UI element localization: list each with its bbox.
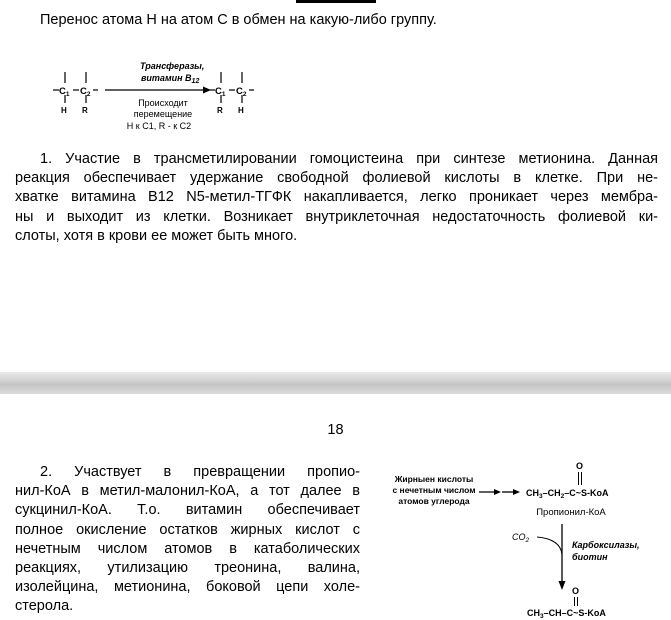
left-c2-sub: 2 — [86, 91, 91, 98]
product-sub-3: 3 — [540, 613, 544, 620]
left-c1: C — [59, 86, 66, 97]
left-sub1: H — [61, 106, 67, 115]
svg-text:CH3–CH2–C~S-KoA — [526, 488, 609, 500]
svg-text:C2 — [236, 86, 247, 98]
svg-text:CO2 — [512, 532, 530, 544]
paragraph-1-line: реакция обеспечивает удержание свободной фолиевой кислоты в клетке. При не- — [15, 170, 658, 187]
carboxylase-line2: биотин — [572, 552, 608, 562]
paragraph-2-line: нил-КоА в метил-малонил-КоА, а тот далее в — [15, 483, 360, 500]
svg-text:C1 — [59, 86, 70, 98]
right-c2-sub: 2 — [242, 91, 247, 98]
paragraph-1 — [15, 150, 658, 246]
right-structure — [209, 72, 254, 115]
cut-off-heading-fragment — [296, 0, 376, 3]
carboxylase-line1: Карбоксилазы, — [572, 540, 640, 550]
paragraph-1-line: хватке витамина В12 N5-метил-ТГФК накапливается, легко проникает через мембра- — [15, 189, 658, 206]
paragraph-2 — [15, 463, 360, 617]
co2-curve — [537, 537, 562, 554]
right-c1-sub: 1 — [221, 91, 226, 98]
carbonyl-o: O — [576, 461, 584, 471]
page-number: 18 — [327, 422, 344, 438]
co2-sub: 2 — [525, 537, 530, 544]
product-chain: –CH–C — [543, 608, 574, 618]
paragraph-2-line: нечетным числом атомов в катаболических — [15, 540, 360, 557]
right-sub1: R — [217, 106, 223, 115]
note-line1: Происходит — [138, 98, 188, 108]
paragraph-2-line: 2. Участвует в превращении пропио- — [40, 464, 360, 480]
svg-text:C1 — [215, 86, 226, 98]
paragraph-2-line: реакциях, утилизацию треонина, валина, — [15, 560, 360, 577]
svg-text:витамин В12 — [141, 73, 199, 85]
enzyme-label-line1: Трансферазы, — [140, 61, 205, 71]
product-carbonyl-o: O — [572, 586, 580, 596]
paragraph-2-line: сукцинил-КоА. Т.о. витамин обеспечивает — [15, 502, 360, 519]
propionyl-ch: CH — [526, 488, 539, 498]
paragraph-1-line: ны и выходит из клетки. Возникает внутриклеточная недостаточность фолиевой ки- — [15, 208, 658, 225]
source-line2: с нечетным числом — [392, 485, 476, 495]
product-scoa: ~S-KoA — [573, 608, 606, 618]
paragraph-1-line: слоты, хотя в крови ее может быть много. — [15, 227, 298, 244]
paragraph-2-line: изолейцина, метионина, боковой цепи холе- — [15, 579, 360, 596]
right-sub2: H — [238, 106, 244, 115]
enzyme-label-sub: 12 — [191, 78, 200, 85]
source-arrow-2-head — [513, 489, 520, 495]
left-c2: C — [80, 86, 87, 97]
source-line1: Жирныен кислоты — [394, 474, 474, 484]
source-arrow-head — [494, 489, 501, 495]
paragraph-2-line: полное окисление остатков жирных кислот с — [15, 521, 360, 538]
transferase-scheme — [45, 58, 305, 148]
svg-text:C2 — [80, 86, 91, 98]
svg-text:CH3–CH–C~S-KoA — [527, 608, 606, 620]
co2-label: CO — [512, 532, 526, 542]
left-sub2: R — [82, 106, 88, 115]
page-bottom — [0, 394, 671, 620]
propionyl-name: Пропионил-КоА — [536, 507, 606, 518]
source-line3: атомов углерода — [398, 496, 470, 506]
paragraph-1-line: 1. Участие в трансметилировании гомоцистеина при синтезе метионина. Данная — [40, 151, 658, 167]
propionyl-sub-2: 2 — [560, 493, 565, 500]
propionyl-scoa: ~S-KoA — [575, 488, 609, 498]
enzyme-label-line2: витамин В — [141, 73, 192, 83]
note-line2: перемещение — [133, 109, 193, 119]
paragraph-2-line: стерола. — [15, 598, 74, 615]
note-line3: Н к С1, R - к С2 — [126, 121, 192, 131]
product-ch: CH — [527, 608, 540, 618]
propionyl-c: –C — [564, 488, 576, 498]
propionyl-ch2: –CH — [542, 488, 561, 498]
left-c1-sub: 1 — [65, 91, 70, 98]
left-structure — [53, 72, 98, 115]
intro-text: Перенос атома Н на атом С в обмен на какую-либо группу. — [40, 12, 437, 28]
right-c2: C — [236, 86, 243, 97]
page-separator — [0, 372, 671, 394]
right-c1: C — [215, 86, 222, 97]
propionyl-scheme — [376, 394, 671, 620]
carboxylation-arrow-head — [559, 581, 566, 590]
propionyl-sub-3: 3 — [539, 493, 543, 500]
